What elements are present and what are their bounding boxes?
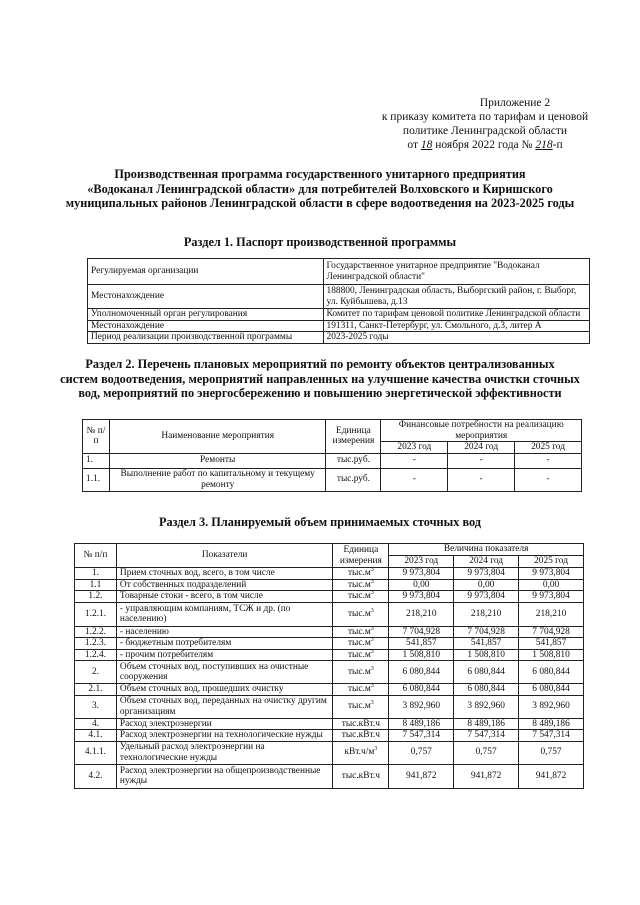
row-value: 6 080,844: [519, 661, 584, 684]
row-value: 7 547,314: [389, 730, 454, 742]
table-row: [88, 285, 590, 309]
row-num: 1.1: [75, 579, 117, 591]
row-value: 0,00: [389, 579, 454, 591]
row-value: 8 489,186: [389, 718, 454, 730]
passport-value: 188800, Ленинградская область, Выборгский район, г. Выборг, ул. Куйбышева, д.13: [323, 285, 589, 309]
row-name: Объем сточных вод, прошедших очистку: [116, 684, 332, 696]
row-value: 6 080,844: [389, 684, 454, 696]
table-row: [88, 309, 590, 321]
table-row: [75, 638, 584, 650]
row-name: - прочим потребителям: [116, 649, 332, 661]
row-num: 1.: [83, 453, 110, 468]
row-name: - управляющим компаниям, ТСЖ и др. (по населению): [116, 602, 332, 626]
unit-text: кВт.ч/м: [344, 747, 375, 758]
row-unit: [333, 638, 389, 650]
row-unit: [333, 718, 389, 730]
row-value: -: [381, 468, 448, 491]
section1-heading: Раздел 1. Паспорт производственной программы: [183, 235, 457, 249]
row-value: 6 080,844: [389, 661, 454, 684]
unit-sup: 3: [370, 648, 374, 655]
row-value: 3 892,960: [519, 695, 584, 718]
row-value: 9 973,804: [454, 568, 519, 580]
unit-text: тыс.м: [347, 579, 371, 590]
row-value: 9 973,804: [389, 568, 454, 580]
row-value: 1 508,810: [519, 649, 584, 661]
col-header-unit: Единица измерения: [333, 544, 389, 568]
title-line1: Производственная программа государственного унитарного предприятия: [114, 167, 526, 181]
table-row: [83, 468, 582, 491]
row-name: От собственных подразделений: [116, 579, 332, 591]
unit-text: тыс.м: [347, 701, 371, 712]
row-value: 941,872: [519, 764, 584, 788]
row-value: 8 489,186: [454, 718, 519, 730]
unit-sup: 3: [370, 566, 374, 573]
unit-sup: 3: [370, 665, 374, 672]
row-value: 3 892,960: [389, 695, 454, 718]
table-row: [75, 626, 584, 638]
row-value: 8 489,186: [519, 718, 584, 730]
row-value: -: [515, 453, 582, 468]
table-header-row: [83, 420, 582, 442]
row-value: 941,872: [454, 764, 519, 788]
table-row: [88, 332, 590, 344]
section2-heading-line1: Раздел 2. Перечень плановых мероприятий по ремонту объектов централизованных: [85, 357, 555, 371]
row-value: 9 973,804: [454, 591, 519, 603]
row-num: 4.2.: [75, 764, 117, 788]
row-value: 218,210: [519, 602, 584, 626]
row-unit: тыс.руб.: [326, 468, 381, 491]
col-header-finance: Финансовые потребности на реализацию мероприятия: [381, 420, 582, 442]
col-header-year: 2023 год: [389, 556, 454, 568]
table-row: [75, 730, 584, 742]
row-name: Расход электроэнергии на общепроизводственные нужды: [116, 764, 332, 788]
passport-label: Регулируемая организации: [88, 259, 324, 285]
unit-text: тыс.кВт.ч: [341, 718, 380, 729]
section2-heading-line2: систем водоотведения, мероприятий направленных на улучшение качества очистки сточных: [60, 371, 580, 386]
col-header-name: Показатели: [116, 544, 332, 568]
table-row: [83, 453, 582, 468]
col-header-year: 2023 год: [381, 442, 448, 454]
row-num: 1.2.2.: [75, 626, 117, 638]
unit-sup: 3: [370, 636, 374, 643]
passport-value: Комитет по тарифам ценовой политике Ленинградской области: [323, 309, 589, 321]
passport-label: Период реализации производственной программы: [88, 332, 324, 344]
row-value: 541,857: [454, 638, 519, 650]
row-value: 541,857: [519, 638, 584, 650]
row-value: 7 704,928: [389, 626, 454, 638]
wastewater-table-body: [75, 568, 584, 789]
passport-table: [87, 258, 590, 344]
row-value: 9 973,804: [389, 591, 454, 603]
order-number: 218: [535, 139, 553, 151]
row-value: -: [381, 453, 448, 468]
unit-text: тыс.м: [347, 684, 371, 694]
table-row: [75, 741, 584, 764]
col-header-num: № п/п: [75, 544, 117, 568]
row-num: 1.2.1.: [75, 602, 117, 626]
unit-sup: 3: [370, 682, 374, 689]
row-unit: [333, 695, 389, 718]
row-value: 7 704,928: [519, 626, 584, 638]
row-value: 0,757: [454, 741, 519, 764]
row-value: -: [515, 468, 582, 491]
passport-value: 191311, Санкт-Петербург, ул. Смольного, д.3, литер А: [323, 320, 589, 332]
row-value: 218,210: [454, 602, 519, 626]
unit-sup: 3: [370, 589, 374, 596]
col-header-year: 2024 год: [454, 556, 519, 568]
table-row: [75, 579, 584, 591]
unit-text: тыс.м: [347, 568, 371, 578]
appendix-date-line: [360, 138, 610, 152]
row-num: 2.: [75, 661, 117, 684]
date-middle: ноября 2022 года №: [435, 139, 533, 151]
unit-sup: 3: [370, 625, 374, 632]
section2-heading: [0, 357, 640, 401]
row-num: 4.: [75, 718, 117, 730]
row-unit: [333, 649, 389, 661]
col-header-year: 2024 год: [448, 442, 515, 454]
passport-label: Местонахождение: [88, 285, 324, 309]
row-name: - населению: [116, 626, 332, 638]
row-value: 6 080,844: [519, 684, 584, 696]
table-row: [75, 695, 584, 718]
section3-heading: Раздел 3. Планируемый объем принимаемых сточных вод: [158, 515, 482, 529]
row-value: -: [448, 468, 515, 491]
row-unit: [333, 661, 389, 684]
row-value: 7 704,928: [454, 626, 519, 638]
col-header-year: 2025 год: [519, 556, 584, 568]
row-name: Прием сточных вод, всего, в том числе: [116, 568, 332, 580]
appendix-header: [360, 96, 610, 152]
table-row: [88, 259, 590, 285]
row-value: 6 080,844: [454, 661, 519, 684]
row-value: 7 547,314: [454, 730, 519, 742]
col-header-name: Наименование мероприятия: [109, 420, 325, 454]
unit-sup: 3: [370, 578, 374, 585]
passport-value: 2023-2025 годы: [323, 332, 589, 344]
row-unit: [333, 626, 389, 638]
wastewater-table: [74, 543, 584, 789]
row-unit: [333, 730, 389, 742]
unit-text: тыс.кВт.ч: [341, 770, 380, 781]
row-value: 9 973,804: [519, 568, 584, 580]
table-row: [75, 591, 584, 603]
row-value: 0,00: [454, 579, 519, 591]
row-unit: [333, 579, 389, 591]
unit-text: тыс.м: [347, 608, 371, 619]
col-header-value: Величина показателя: [389, 544, 584, 556]
row-name: - бюджетным потребителям: [116, 638, 332, 650]
table-row: [75, 764, 584, 788]
col-header-num: № п/п: [83, 420, 110, 454]
unit-text: тыс.м: [347, 591, 371, 601]
date-prefix: от: [407, 139, 418, 151]
row-value: 1 508,810: [389, 649, 454, 661]
unit-sup: 3: [374, 746, 378, 753]
row-unit: [333, 764, 389, 788]
title-line3: муниципальных районов Ленинградской области в сфере водоотведения на 2023-2025 годы: [65, 196, 575, 210]
row-unit: [333, 684, 389, 696]
row-value: 0,757: [389, 741, 454, 764]
row-name: Расход электроэнергии на технологические нужды: [116, 730, 332, 742]
appendix-line1: Приложение 2: [479, 97, 551, 109]
unit-sup: 3: [370, 700, 374, 707]
col-header-unit: Единица измерения: [326, 420, 381, 454]
row-num: 4.1.1.: [75, 741, 117, 764]
row-unit: [333, 591, 389, 603]
order-suffix: -п: [552, 139, 563, 151]
section2-heading-line3: вод, мероприятий по энергосбережению и повышению энергетической эффективности: [78, 386, 562, 400]
unit-text: тыс.м: [347, 649, 371, 660]
passport-label: Уполномоченный орган регулирования: [88, 309, 324, 321]
appendix-line3: политике Ленинградской области: [402, 125, 568, 137]
row-num: 1.: [75, 568, 117, 580]
row-num: 1.1.: [83, 468, 110, 491]
row-name: Объем сточных вод, поступивших на очистные сооружения: [116, 661, 332, 684]
passport-label: Местонахождение: [88, 320, 324, 332]
row-num: 1.2.: [75, 591, 117, 603]
appendix-line2: к приказу комитета по тарифам и ценовой: [381, 111, 589, 123]
measures-table: [82, 419, 582, 492]
row-unit: [333, 602, 389, 626]
row-name: Расход электроэнергии: [116, 718, 332, 730]
row-name: Товарные стоки - всего, в том числе: [116, 591, 332, 603]
row-name: Объем сточных вод, переданных на очистку другим организациям: [116, 695, 332, 718]
row-unit: тыс.руб.: [326, 453, 381, 468]
unit-text: тыс.м: [347, 626, 371, 637]
row-value: 541,857: [389, 638, 454, 650]
row-value: 6 080,844: [454, 684, 519, 696]
row-num: 2.1.: [75, 684, 117, 696]
row-value: 0,00: [519, 579, 584, 591]
table-row: [75, 718, 584, 730]
table-row: [88, 320, 590, 332]
table-header-row: [75, 544, 584, 556]
col-header-year: 2025 год: [515, 442, 582, 454]
table-row: [75, 684, 584, 696]
table-row: [75, 649, 584, 661]
date-day: 18: [420, 139, 433, 151]
row-num: 1.2.3.: [75, 638, 117, 650]
row-name: Удельный расход электроэнергии на технологические нужды: [116, 741, 332, 764]
row-value: 9 973,804: [519, 591, 584, 603]
row-value: 941,872: [389, 764, 454, 788]
table-row: [75, 568, 584, 580]
row-name: Ремонты: [109, 453, 325, 468]
row-unit: [333, 741, 389, 764]
row-value: 218,210: [389, 602, 454, 626]
title-line2: «Водоканал Ленинградской области» для потребителей Волховского и Киришского: [87, 181, 553, 196]
row-value: -: [448, 453, 515, 468]
row-num: 4.1.: [75, 730, 117, 742]
document-title: [0, 167, 640, 211]
row-name: Выполнение работ по капитальному и текущему ремонту: [109, 468, 325, 491]
passport-value: Государственное унитарное предприятие "Водоканал Ленинградской области": [323, 259, 589, 285]
table-row: [75, 602, 584, 626]
row-unit: [333, 568, 389, 580]
unit-text: тыс.кВт.ч: [341, 730, 380, 740]
table-row: [75, 661, 584, 684]
row-value: 3 892,960: [454, 695, 519, 718]
unit-text: тыс.м: [347, 666, 371, 677]
row-value: 1 508,810: [454, 649, 519, 661]
row-num: 3.: [75, 695, 117, 718]
row-num: 1.2.4.: [75, 649, 117, 661]
row-value: 0,757: [519, 741, 584, 764]
unit-text: тыс.м: [347, 638, 371, 648]
unit-sup: 3: [370, 607, 374, 614]
row-value: 7 547,314: [519, 730, 584, 742]
